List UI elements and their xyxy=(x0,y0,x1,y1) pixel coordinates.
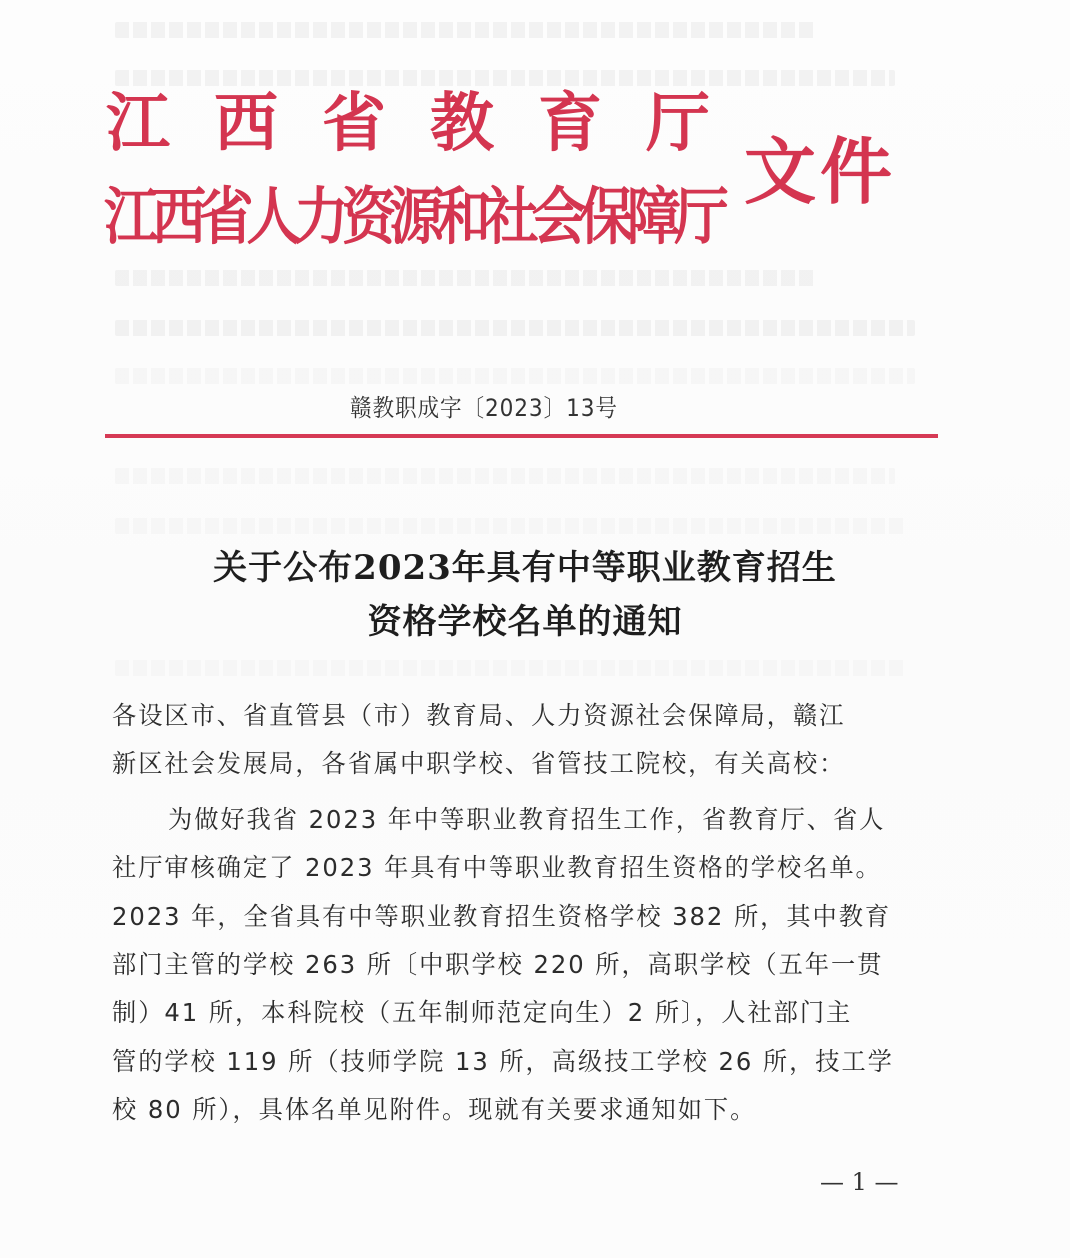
body-paragraph-line: 校 80 所），具体名单见附件。现就有关要求通知如下。 xyxy=(112,1095,757,1124)
document-number: 赣教职成字〔2023〕13号 xyxy=(350,394,618,422)
body-paragraph-line: 部门主管的学校 263 所〔中职学校 220 所，高职学校（五年一贯 xyxy=(112,950,884,979)
bleed-through-line xyxy=(115,660,905,676)
bleed-through-line xyxy=(115,22,815,38)
document-title-line-1: 关于公布2023年具有中等职业教育招生 xyxy=(213,548,837,588)
body-paragraph-line: 为做好我省 2023 年中等职业教育招生工作，省教育厅、省人 xyxy=(168,805,886,834)
body-paragraph-line: 制）41 所，本科院校（五年制师范定向生）2 所〕，人社部门主 xyxy=(112,998,853,1027)
bleed-through-line xyxy=(115,518,905,534)
document-title-line-2: 资格学校名单的通知 xyxy=(367,602,683,642)
bleed-through-line xyxy=(115,270,815,286)
bleed-through-line xyxy=(115,368,915,384)
issuer-header-hrss: 江西省人力资源和社会保障厅 xyxy=(104,180,722,253)
bleed-through-line xyxy=(115,70,895,86)
bleed-through-line xyxy=(115,320,915,336)
page-number: — 1 — xyxy=(820,1168,899,1196)
red-divider-rule xyxy=(105,434,938,438)
salutation-line-2: 新区社会发展局，各省属中职学校、省管技工院校，有关高校： xyxy=(112,749,846,778)
body-paragraph-line: 管的学校 119 所（技师学院 13 所，高级技工学校 26 所，技工学 xyxy=(112,1047,894,1076)
issuer-header-education: 江西省教育厅 xyxy=(106,86,754,161)
body-paragraph-line: 社厅审核确定了 2023 年具有中等职业教育招生资格的学校名单。 xyxy=(112,853,882,882)
body-paragraph-line: 2023 年，全省具有中等职业教育招生资格学校 382 所，其中教育 xyxy=(112,902,892,931)
salutation-line-1: 各设区市、省直管县（市）教育局、人力资源社会保障局，赣江 xyxy=(112,701,846,730)
bleed-through-line xyxy=(115,468,895,484)
issuer-header-file-label: 文件 xyxy=(744,129,897,214)
